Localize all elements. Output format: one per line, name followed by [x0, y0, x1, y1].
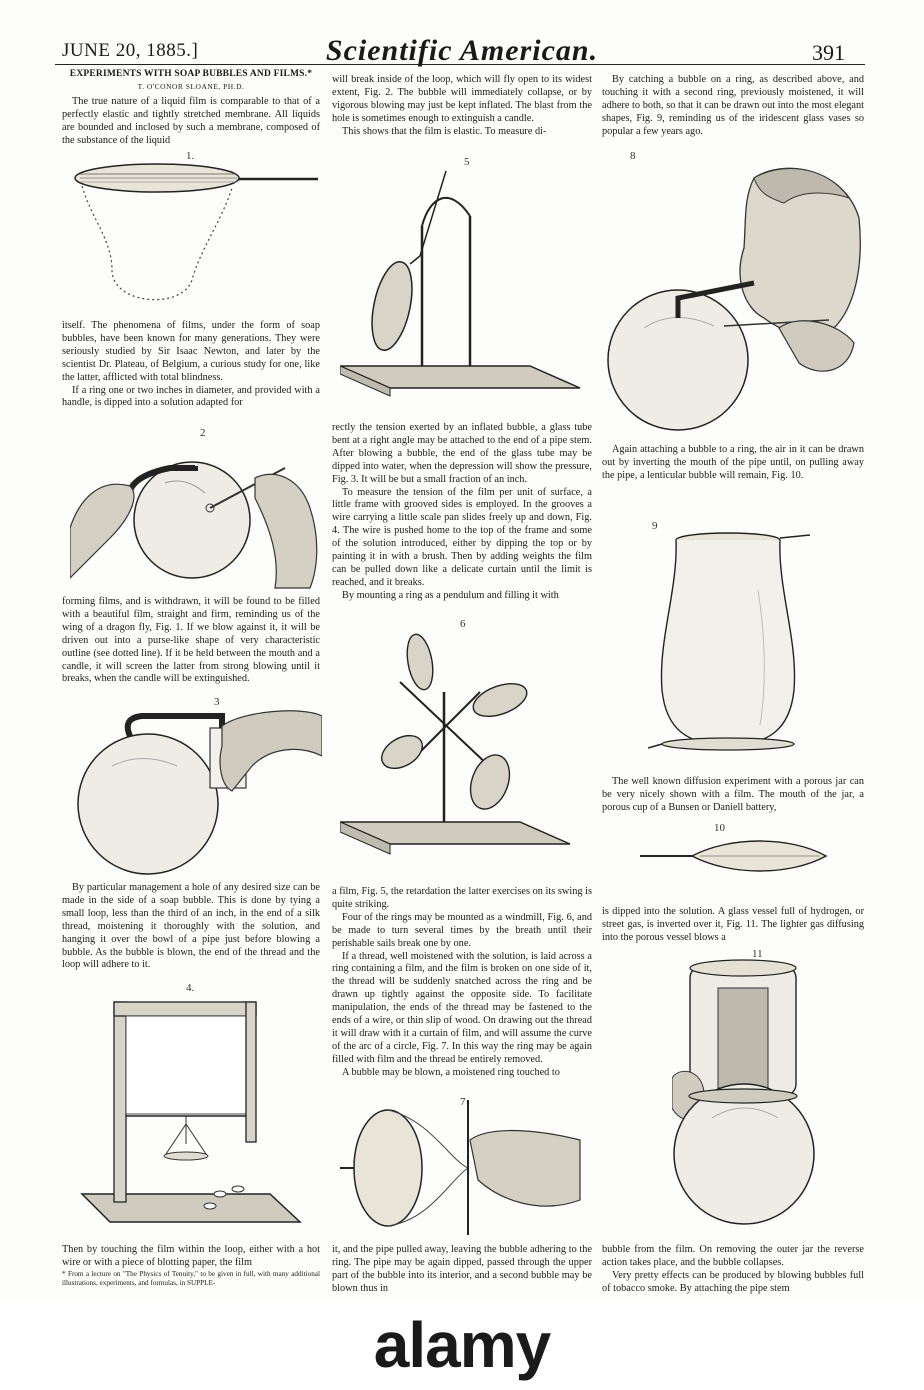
- paragraph: By particular management a hole of any desired size can be made in the side of a soap bubble. This is done by tying a small loop, less than the third of an inch, in the end of a silk thread, moistening it thoroughly with the solution, and hanging it over the bowl of a pipe just before blowing a bubble. As the bubble is blown, the end of the thread and the loop will adhere to it.: [62, 882, 320, 971]
- watermark-logo: alamy: [373, 1309, 551, 1381]
- column-3-cont-b: [602, 776, 864, 815]
- paragraph: rectly the tension exerted by an inflated bubble, a glass tube bent at a right angle may be attached to the end of a pipe stem. After blowing a bubble, the end of the glass tube may be dipped into water, when the depression will show the pressure, Fig. 3. It will be but a small fraction of an inch.: [332, 422, 592, 485]
- column-1: [62, 68, 320, 147]
- footnote: * From a lecture on "The Physics of Tenuity," to be given in full, with many additional illustrations, experiments, and formulas, in SUPPLE-: [62, 1269, 320, 1287]
- figure-8-child-blowing-bubble: [604, 158, 862, 443]
- paragraph: Four of the rings may be mounted as a windmill, Fig. 6, and be made to turn several times by the breath until their perishable sails break one by one.: [332, 911, 592, 949]
- paragraph: a film, Fig. 5, the retardation the latter exercises on its swing is quite striking.: [332, 886, 592, 910]
- header-rule: [55, 64, 865, 65]
- figure-number: 2: [200, 427, 206, 439]
- paragraph: If a thread, well moistened with the solution, is laid across a ring containing a film, and the film is broken on one side of it, the thread will be suddenly snatched across the ring and be drawn up tightly against the opposite side. To facilitate manipulation, the ends of the thread may be fastened to the ends of a wire, or thin slip of wood. On drawing out the thread it will draw with it a curtain of film, and will assume the curve of the arc of a circle, Fig. 7. In this way the ring may be again filled with film and the thread be entirely removed.: [332, 950, 592, 1065]
- figure-number: 1.: [186, 150, 195, 162]
- paragraph: Very pretty effects can be produced by blowing bubbles full of tobacco smoke. By attaching the pipe stem: [602, 1269, 864, 1294]
- masthead-title: Scientific American.: [325, 34, 599, 67]
- article-heading: EXPERIMENTS WITH SOAP BUBBLES AND FILMS.*: [69, 69, 313, 79]
- figure-number: 8: [630, 150, 636, 162]
- figure-6-windmill-rings: [340, 632, 590, 872]
- paragraph: is dipped into the solution. A glass vessel full of hydrogen, or street gas, is inverted over it, Fig. 11. The lighter gas diffusing into the porous vessel blows a: [602, 906, 864, 943]
- column-2-cont-a: [332, 422, 592, 603]
- figure-number: 9: [652, 520, 658, 532]
- figure-3-bubble-water-glass: [72, 706, 322, 878]
- figure-11-diffusion-jar: [672, 958, 832, 1238]
- figure-number: 7: [460, 1096, 466, 1108]
- figure-number: 5: [464, 156, 470, 168]
- paragraph: Then by touching the film within the loop, either with a hot wire or with a piece of blotting paper, the film: [62, 1244, 320, 1268]
- paragraph: By mounting a ring as a pendulum and filling it with: [342, 589, 559, 601]
- figure-7-ring-thread-curtain: [340, 1100, 590, 1240]
- paragraph: bubble from the film. On removing the outer jar the reverse action takes place, and the bubble collapses.: [602, 1244, 864, 1268]
- figure-number: 6: [460, 618, 466, 630]
- paragraph: By catching a bubble on a ring, as described above, and touching it with a second ring, previously moistened, it will adhere to both, so that it can be drawn out into the most elegant shapes, Fig. 9, reminding us of the iridescent glass vases so popular a few years ago.: [602, 74, 864, 137]
- column-1-cont-a: [62, 320, 320, 410]
- figure-5-pendulum-ring: [340, 166, 590, 416]
- column-1-cont-c: [62, 882, 320, 972]
- paragraph: If a ring one or two inches in diameter, and provided with a handle, is dipped into a solution adapted for: [62, 384, 320, 409]
- paragraph: The well known diffusion experiment with a porous jar can be very nicely shown with a film. The mouth of the jar, a porous cup of a Bunsen or Daniell battery,: [602, 776, 864, 813]
- column-3-cont-c: [602, 906, 864, 945]
- paragraph: will break inside of the loop, which will fly open to its widest extent, Fig. 2. The bubble will immediately collapse, or by vigorous blowing may just be kept inflated. The blast from the hole is sometimes enough to extinguish a candle.: [332, 74, 592, 124]
- column-2-cont-c: [332, 1244, 592, 1296]
- figure-number: 3: [214, 696, 220, 708]
- figure-number: 4.: [186, 982, 195, 994]
- paragraph: To measure the tension of the film per unit of surface, a little frame with grooved sides is employed. In the grooves a wire carrying a little scale pan slides freely up and down, Fig. 4. The wire is pushed home to the top of the frame and some of the solution introduced, either by dipping the top or by painting it in with a brush. Then by adding weights the film can be pulled down like a delicate curtain until the limit is reached, and it breaks.: [332, 486, 592, 588]
- figure-9-vase-bubble: [648, 530, 812, 760]
- column-3-cont-a: [602, 444, 864, 483]
- page-number: 391: [812, 40, 845, 65]
- column-1-cont-b: [62, 596, 320, 686]
- column-3: [602, 74, 864, 139]
- column-2: [332, 74, 592, 139]
- issue-date: JUNE 20, 1885.]: [62, 40, 199, 61]
- figure-1-ring-film: [72, 160, 322, 315]
- paragraph: forming films, and is withdrawn, it will be found to be filled with a beautiful film, straight and firm, reminding us of the wing of a dragon fly, Fig. 1. If we blow against it, it will be driven out into a purse-like shape of very characteristic outline (see dotted line). If it be held between the mouth and a candle, it will screen the latter from strong blowing until it breaks, when the candle will be extinguished.: [62, 596, 320, 685]
- column-3-cont-d: [602, 1244, 864, 1296]
- figure-10-lenticular-bubble: [640, 834, 860, 880]
- column-1-cont-d: [62, 1244, 320, 1288]
- paragraph: The true nature of a liquid film is comparable to that of a perfectly elastic and tightly stretched membrane. All liquids are bounded and inclosed by such a membrane, composed of the substance of the liquid: [62, 95, 320, 146]
- figure-4-frame-scale-pan: [70, 994, 320, 1239]
- article-byline: T. O'CONOR SLOANE, PH.D.: [137, 81, 245, 91]
- paragraph: A bubble may be blown, a moistened ring touched to: [342, 1066, 560, 1078]
- paragraph: This shows that the film is elastic. To measure di-: [342, 125, 547, 137]
- paragraph: Again attaching a bubble to a ring, the air in it can be drawn out by inverting the mouth of the pipe until, on pulling away the pipe, a lenticular bubble will remain, Fig. 10.: [602, 444, 864, 481]
- column-2-cont-b: [332, 886, 592, 1080]
- paragraph: itself. The phenomena of films, under the form of soap bubbles, have been known for many generations. They were seriously studied by Sir Isaac Newton, and later by the scientist Dr. Plateau, of Belgium, a curious study for one, like the latter, afflicted with total blindness.: [62, 320, 320, 383]
- figure-number: 11: [752, 948, 763, 960]
- paragraph: it, and the pipe pulled away, leaving the bubble adhering to the ring. The pipe may be again dipped, passed through the upper part of the bubble into its interior, and a second bubble may be blown thus in: [332, 1244, 592, 1294]
- figure-number: 10: [714, 822, 725, 834]
- figure-2-bubble-hands: [70, 438, 320, 590]
